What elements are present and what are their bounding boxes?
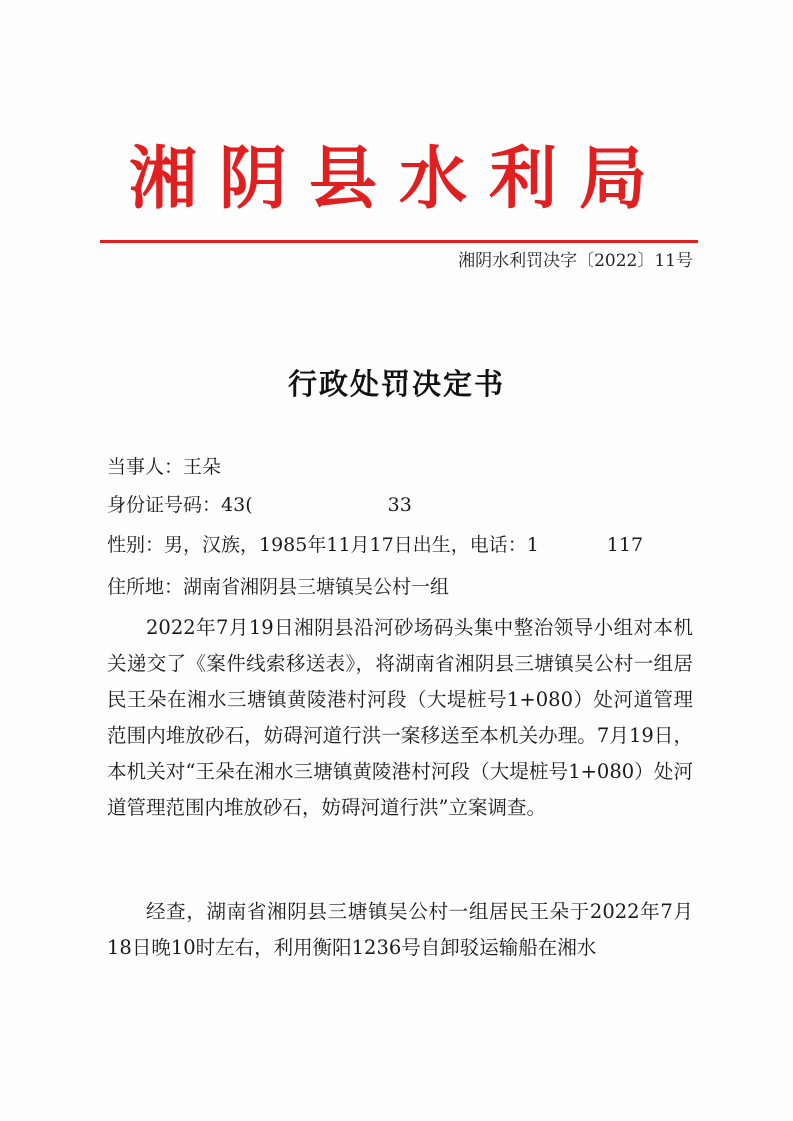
party-info-main: 性别：男，汉族，1985年11月17日出生，电话：1 — [107, 534, 539, 556]
letterhead-agency-name: 湘阴县水利局 — [128, 140, 669, 219]
party-name: 当事人：王朵 — [107, 456, 222, 478]
body-paragraph-2: 经查，湖南省湘阴县三塘镇吴公村一组居民王朵于2022年7月18日晚10时左右，利用衡阳1236号自卸驳运输船在湘水 — [107, 900, 693, 959]
party-address: 住所地：湖南省湘阴县三塘镇吴公村一组 — [107, 576, 450, 598]
document-title: 行政处罚决定书 — [287, 367, 505, 401]
party-name-line — [107, 455, 707, 479]
party-info-line — [107, 533, 707, 557]
party-id-suffix: 33 — [387, 494, 412, 516]
party-address-line — [107, 575, 707, 599]
party-id-line — [107, 493, 707, 517]
party-id-prefix: 43( — [221, 494, 253, 516]
document-number: 湘阴水利罚决字〔2022〕11号 — [458, 251, 693, 271]
letterhead-red-rule — [100, 240, 698, 243]
party-id-label: 身份证号码： — [107, 494, 222, 516]
body-paragraph-1: 2022年7月19日湘阴县沿河砂场码头集中整治领导小组对本机关递交了《案件线索移送表》，将湖南省湘阴县三塘镇吴公村一组居民王朵在湘水三塘镇黄陵港村河段（大堤桩号1+080）处河道管理范围内堆放砂石，妨碍河道行洪一案移送至本机关办理。7月19日，本机关对“王朵在湘水三塘镇黄陵港村河段（大堤桩号1+080）处河道管理范围内堆放砂石，妨碍河道行洪”立案调查。 — [107, 616, 693, 819]
party-phone-suffix: 117 — [606, 534, 644, 556]
